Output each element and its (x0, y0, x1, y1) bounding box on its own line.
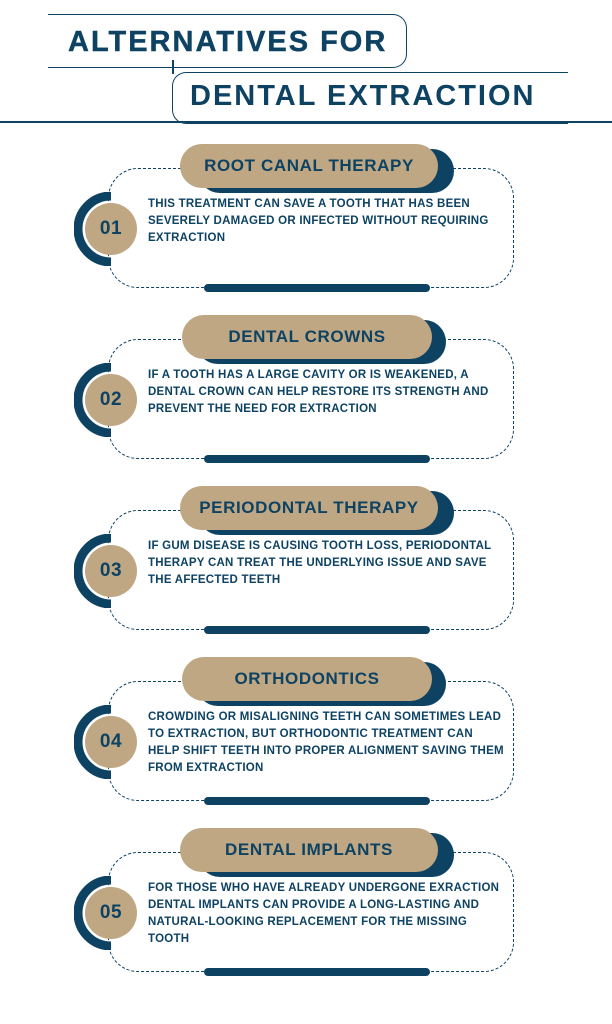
item-title: PERIODONTAL THERAPY (199, 498, 419, 517)
badge-circle (85, 887, 137, 939)
item-title: DENTAL CROWNS (228, 327, 386, 346)
item-title-pill (182, 315, 432, 359)
badge-circle (85, 203, 137, 255)
item-number-badge (74, 876, 148, 950)
item-description: FOR THOSE WHO HAVE ALREADY UNDERGONE EXRACTION DENTAL IMPLANTS CAN PROVIDE A LONG-LASTING AND NATURAL-LOOKING REPLACEMENT FOR THE MISSING TOOTH (148, 882, 500, 945)
item-description: IF A TOOTH HAS A LARGE CAVITY OR IS WEAKENED, A DENTAL CROWN CAN HELP RESTORE ITS STRENGTH AND PREVENT THE NEED FOR EXTRACTION (148, 369, 489, 415)
list-item (0, 828, 612, 999)
item-number: 05 (99, 902, 123, 923)
item-number: 01 (99, 218, 123, 239)
list-item (0, 657, 612, 828)
item-number: 04 (99, 731, 123, 752)
item-title: ORTHODONTICS (234, 669, 380, 688)
item-title-pill (180, 828, 438, 872)
header-divider (0, 121, 612, 123)
item-footer-bar (204, 968, 430, 976)
list-item (0, 315, 612, 486)
item-title: ROOT CANAL THERAPY (204, 156, 414, 175)
alternatives-list (0, 144, 612, 999)
infographic-header (0, 0, 612, 130)
item-footer-bar (204, 797, 430, 805)
item-footer-bar (204, 626, 430, 634)
list-item (0, 486, 612, 657)
item-description: THIS TREATMENT CAN SAVE A TOOTH THAT HAS BEEN SEVERELY DAMAGED OR INFECTED WITHOUT REQUIRING EXTRACTION (148, 198, 489, 244)
item-footer-bar (204, 455, 430, 463)
badge-circle (85, 545, 137, 597)
item-description: IF GUM DISEASE IS CAUSING TOOTH LOSS, PERIODONTAL THERAPY CAN TREAT THE UNDERLYING ISSUE AND SAVE THE AFFECTED TEETH (148, 540, 492, 586)
item-number-badge (74, 534, 148, 608)
item-number-badge (74, 363, 148, 437)
item-title-pill (180, 486, 438, 530)
list-item (0, 144, 612, 315)
item-footer-bar (204, 284, 430, 292)
badge-circle (85, 716, 137, 768)
page-title-line-1: ALTERNATIVES FOR (68, 26, 388, 58)
item-number-badge (74, 192, 148, 266)
item-title-pill (182, 657, 432, 701)
badge-circle (85, 374, 137, 426)
item-title-pill (180, 144, 438, 188)
item-number-badge (74, 705, 148, 779)
item-description: CROWDING OR MISALIGNING TEETH CAN SOMETIMES LEAD TO EXTRACTION, BUT ORTHODONTIC TREATMENT CAN HELP SHIFT TEETH INTO PROPER ALIGNMENT SAVING THEM FROM EXTRACTION (148, 711, 504, 774)
item-title: DENTAL IMPLANTS (225, 840, 393, 859)
item-number: 02 (99, 389, 123, 410)
item-number: 03 (99, 560, 123, 581)
title-frame-connector (172, 60, 174, 74)
page-title-line-2: DENTAL EXTRACTION (190, 80, 536, 112)
